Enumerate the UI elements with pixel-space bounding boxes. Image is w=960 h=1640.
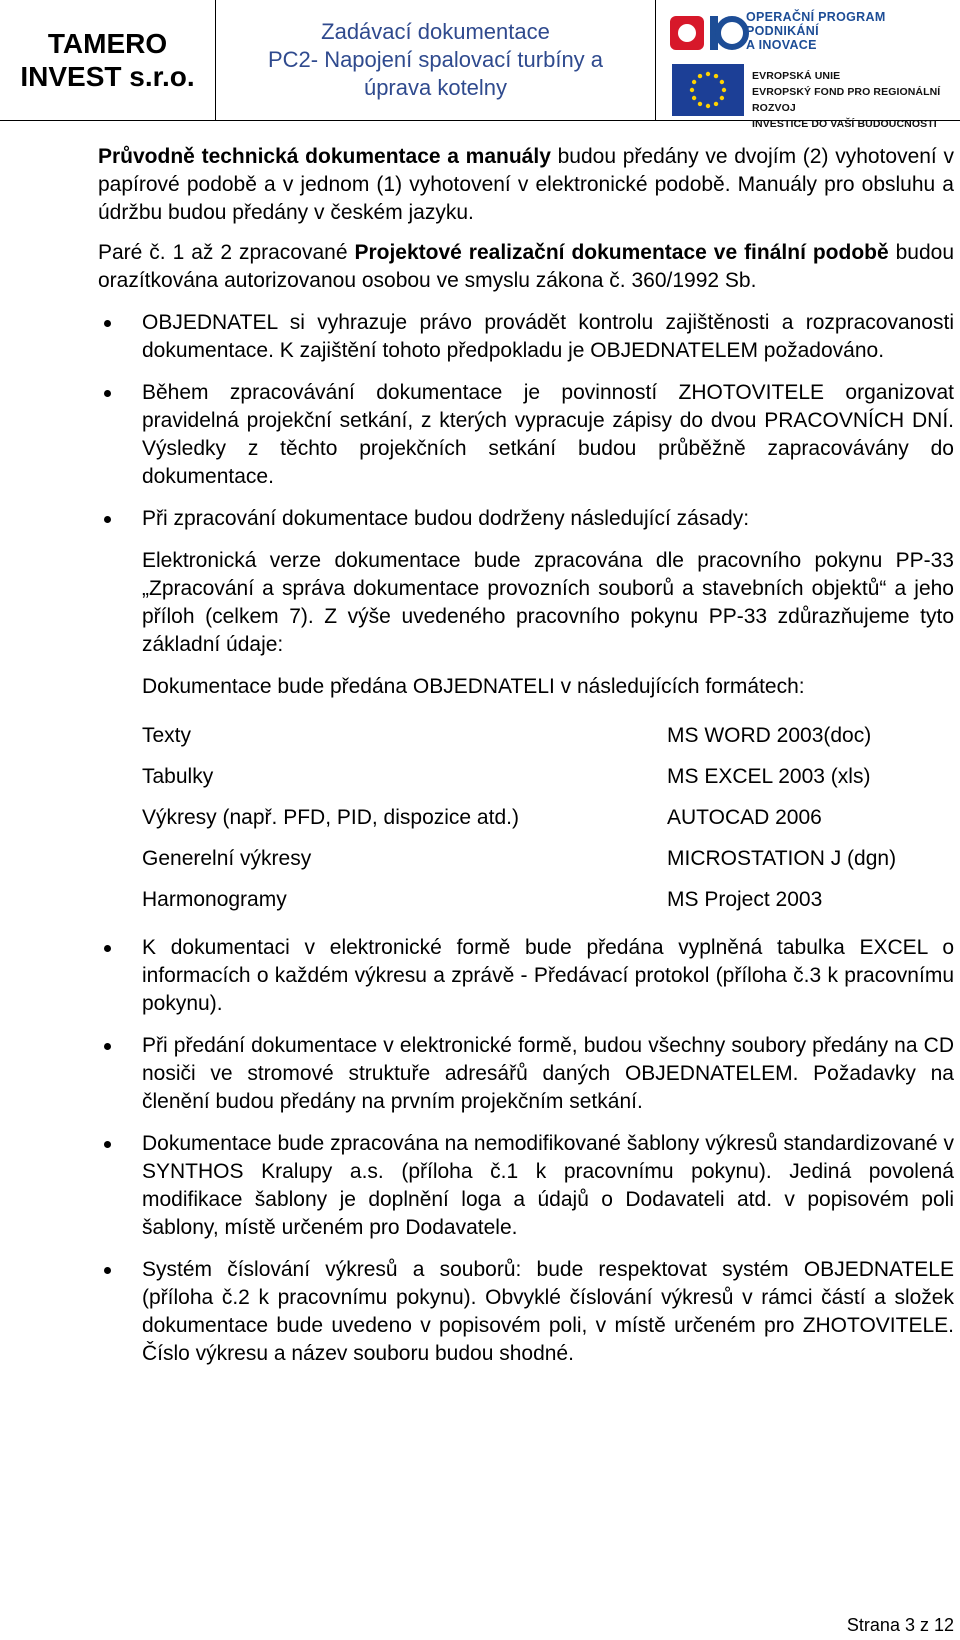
bullet-templates: Dokumentace bude zpracována na nemodifikované šablony výkresů standardizované v SYNTHOS Kralupy a.s. (příloha č.1 k pracovnímu pokynu). Jediná povolená modifikace šablony je doplnění loga a údajů o Dodavateli atd. v popisovém poli šablony, místě určeném pro Dodavatele.: [98, 1130, 954, 1242]
format-value: AUTOCAD 2006: [667, 805, 822, 829]
formats-row: [142, 879, 954, 920]
formats-row: [142, 838, 954, 879]
eu-line1: EVROPSKÁ UNIE: [752, 70, 841, 82]
document-title-line1: Zadávací dokumentace: [321, 19, 550, 44]
bullet-numbering: Systém číslování výkresů a souborů: bude respektovat systém OBJEDNATELE (příloha č.2 k pracovnímu pokynu). Obvyklé číslování výkresů v rámci částí a složek dokumentace bude uvedeno v popisovém poli, v místě určeném pro ZHOTOVITELE. Číslo výkresu a název souboru budou shodné.: [98, 1256, 954, 1368]
format-kind: Harmonogramy: [142, 887, 287, 911]
bullet-inspection: OBJEDNATEL si vyhrazuje právo provádět kontrolu zajištěnosti a rozpracovanosti dokumentace. K zajištění tohoto předpokladu je OBJEDNATELEM požadováno.: [98, 309, 954, 365]
paragraph-manuals: [98, 143, 954, 227]
copies-pre: Paré č. 1 až 2 zpracované: [98, 241, 355, 264]
principles-electronic-version: Elektronická verze dokumentace bude zpracována dle pracovního pokynu PP-33 „Zpracování a správa dokumentace provozních souborů a stavebních objektů“ a jeho příloh (celkem 7). Z výše uvedeného pracovního pokynu PP-33 zdůrazňujeme tyto základní údaje:: [142, 549, 954, 656]
bullet-excel-protocol: K dokumentaci v elektronické formě bude předána vyplněná tabulka EXCEL o informacích o každém výkresu a zprávě - Předávací protokol (příloha č.3 k pracovnímu pokynu).: [98, 934, 954, 1018]
op-pik-logo-text: [746, 10, 886, 52]
op-line3: A INOVACE: [746, 38, 817, 52]
manuals-text: budou předány ve dvojím (2) vyhotovení v papírové podobě a v jednom (1) vyhotovení v elektronické podobě. Manuály pro obsluhu a údržbu budou předány v českém jazyku.: [98, 145, 954, 224]
manuals-bold: Průvodně technická dokumentace a manuály: [98, 145, 551, 168]
bullet-meetings: Během zpracovávání dokumentace je povinností ZHOTOVITELE organizovat pravidelná projekční setkání, z kterých vypracuje zápisy do dvou PRACOVNÍCH DNÍ. Výsledky z těchto projekčních setkání budou průběžně zapracovávány do dokumentace.: [98, 379, 954, 491]
document-title-line3: úprava kotelny: [363, 75, 508, 100]
formats-table: [98, 715, 954, 920]
company-name-line1: TAMERO: [47, 28, 168, 59]
format-kind: Generelní výkresy: [142, 846, 312, 870]
program-logos: [656, 0, 960, 130]
page-number: Strana 3 z 12: [846, 1615, 954, 1635]
bullet-principles: Při zpracování dokumentace budou dodrženy následující zásady:: [98, 505, 954, 533]
formats-row: [142, 797, 954, 838]
company-name: [0, 0, 216, 120]
eu-fund-text: [752, 68, 960, 132]
paragraph-copies: [98, 239, 954, 295]
eu-line3: INVESTICE DO VAŠÍ BUDOUCNOSTI: [752, 118, 937, 130]
format-kind: Texty: [142, 723, 192, 747]
copies-bold: Projektové realizační dokumentace ve finální podobě: [354, 241, 889, 264]
format-value: MICROSTATION J (dgn): [667, 846, 897, 870]
format-value: MS Project 2003: [667, 887, 823, 911]
format-value: MS EXCEL 2003 (xls): [667, 764, 871, 788]
formats-row: [142, 715, 954, 756]
format-kind: Výkresy (např. PFD, PID, dispozice atd.): [142, 805, 519, 829]
company-name-line2: INVEST s.r.o.: [20, 61, 195, 92]
format-value: MS WORD 2003(doc): [667, 723, 872, 747]
formats-row: [142, 756, 954, 797]
bullet-cd-delivery: Při předání dokumentace v elektronické formě, budou všechny soubory předány na CD nosiči ve stromové struktuře adresářů daných OBJEDNATELEM. Požadavky na členění budou předány na prvním projekčním setkání.: [98, 1032, 954, 1116]
document-title-line2: PC2- Napojení spalovací turbíny a: [267, 47, 604, 72]
document-body: [98, 143, 954, 1368]
page-header: [0, 0, 960, 130]
eu-flag-icon: [672, 64, 744, 116]
eu-line2: EVROPSKÝ FOND PRO REGIONÁLNÍ ROZVOJ: [752, 86, 941, 114]
op-line2: PODNIKÁNÍ: [746, 24, 819, 38]
principles-formats-intro: Dokumentace bude předána OBJEDNATELI v následujících formátech:: [142, 675, 805, 698]
copies-post: budou orazítkována autorizovanou osobou ve smyslu zákona č. 360/1992 Sb.: [98, 241, 955, 292]
op-line1: OPERAČNÍ PROGRAM: [746, 10, 886, 24]
format-kind: Tabulky: [142, 764, 214, 788]
document-title: [216, 0, 656, 120]
